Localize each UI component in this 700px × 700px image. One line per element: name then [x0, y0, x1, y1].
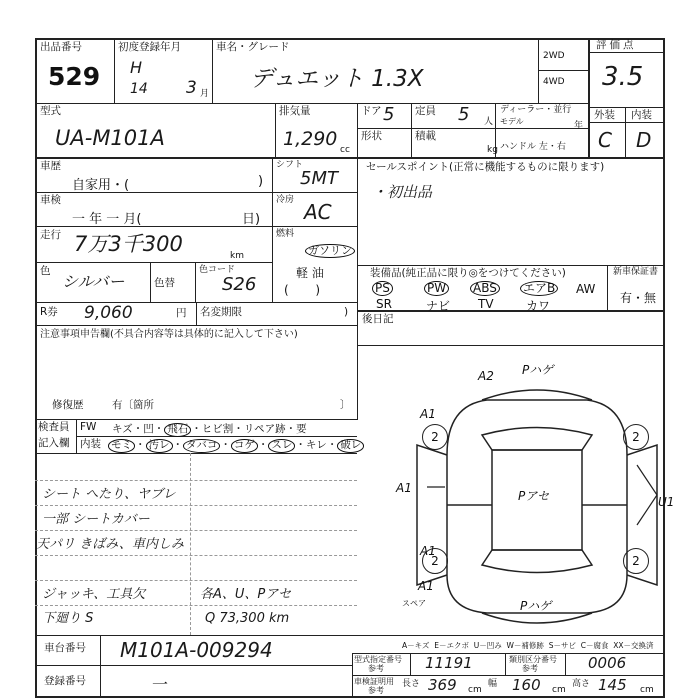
equipment-label: 装備品(純正品に限り◎をつけてください) — [370, 267, 566, 279]
doors-label: ドア — [361, 105, 382, 117]
damage-legend: A－キズ E－エクボ U－凹み W－補修跡 S－サビ C－腐食 XX－交換済 — [402, 641, 654, 650]
mark-2-rr: 2 — [623, 548, 649, 574]
equip-navi: ナビ — [426, 299, 451, 313]
name-change-close: ) — [344, 306, 349, 318]
width-label: 幅 — [488, 679, 498, 689]
comment-1: シート へたり、ヤブレ — [42, 487, 176, 502]
repair-close: 〕 — [340, 399, 351, 411]
equip-pw: PW — [424, 281, 449, 296]
cm-2: cm — [552, 685, 566, 695]
lot-no: 529 — [48, 62, 101, 91]
interior-label: 内装 — [631, 109, 652, 121]
height: 145 — [598, 676, 627, 694]
displacement: 1,290 — [283, 128, 338, 150]
class-sub: 参考 — [522, 664, 538, 673]
first-reg-label: 初度登録年月 — [118, 41, 181, 53]
back-note-label: 後日記 — [362, 313, 394, 325]
km-label: km — [230, 251, 244, 261]
person-unit: 人 — [484, 117, 494, 127]
mark-2-rl: 2 — [422, 548, 448, 574]
interior-grade: D — [636, 128, 652, 152]
equip-tv: TV — [478, 297, 494, 311]
equip-aw: AW — [576, 282, 596, 296]
kg-label: kg — [487, 145, 498, 155]
score: 3.5 — [602, 62, 644, 92]
color: シルバー — [62, 272, 125, 291]
mark-2-fl: 2 — [422, 424, 448, 450]
ac: AC — [304, 200, 332, 224]
defect-row-2: モミ ・ 汚レ ・ タバコ ・ コゲ ・ スレ ・キレ・ 破レ — [108, 437, 364, 453]
spare-label: スペア — [402, 599, 426, 608]
vehicle-cert-sub: 参考 — [368, 686, 384, 695]
cm-1: cm — [468, 685, 482, 695]
yen-label: 円 — [176, 307, 187, 319]
equip-sr: SR — [376, 297, 392, 311]
color-label: 色 — [40, 265, 51, 277]
score-label: 評価点 — [596, 39, 637, 51]
capacity-label: 定員 — [415, 105, 436, 117]
chassis-no: M101A-009294 — [120, 638, 273, 662]
shape-label: 形状 — [361, 130, 382, 142]
exterior-grade: C — [598, 128, 612, 152]
mileage-label: 走行 — [40, 229, 61, 241]
mileage: 7万3千300 — [74, 232, 183, 256]
comment-5: 下廻り S — [42, 611, 94, 626]
cm-3: cm — [640, 685, 654, 695]
shift: 5MT — [300, 168, 338, 189]
era: H — [130, 58, 143, 77]
model-year-unit: 年 — [574, 121, 584, 131]
dealer-label: ディーラー・並行 — [500, 105, 572, 115]
repair-label: 修復歴 — [52, 399, 84, 411]
registration-label: 登録番号 — [44, 675, 86, 687]
type-cert-sub: 参考 — [368, 664, 384, 673]
history-label: 車歴 — [40, 160, 61, 172]
length: 369 — [428, 676, 457, 694]
repair-value: 有〔箇所 — [112, 399, 154, 411]
capacity: 5 — [458, 104, 470, 125]
comment-4: ジャッキ、工具欠 — [42, 587, 146, 602]
class-no: 0006 — [588, 654, 627, 672]
color-change-label: 色替 — [154, 277, 175, 289]
new-car-warranty-label: 新車保証書 — [613, 267, 659, 277]
mark-a1-rear: A1 — [418, 579, 434, 593]
mark-a1-rl: A1 — [420, 544, 436, 558]
model: UA-M101A — [55, 126, 165, 150]
cc-label: cc — [340, 145, 350, 155]
year: 14 — [130, 81, 148, 97]
shaken-label: 車検 — [40, 194, 61, 206]
fw-label: FW — [80, 421, 97, 433]
sales-label: セールスポイント(正常に機能するものに限ります) — [366, 161, 605, 173]
history-close: ) — [258, 174, 264, 189]
2wd-label: 2WD — [543, 51, 565, 61]
equip-note-1: 各A、U、Pアセ — [200, 587, 292, 602]
mark-a2: A2 — [478, 369, 494, 383]
handle-label: ハンドル 左・右 — [500, 142, 566, 152]
equip-ps: PS — [372, 281, 393, 296]
color-code: S26 — [222, 274, 257, 295]
length-label: 長さ — [402, 679, 421, 689]
shift-label: シフト — [276, 160, 304, 170]
equip-airbag: エアB — [520, 281, 558, 296]
exterior-label: 外装 — [594, 109, 615, 121]
sales-point: ・初出品 — [372, 183, 433, 201]
notes-label: 注意事項申告欄(不具合内容等は具体的に記入して下さい) — [40, 329, 298, 340]
name-grade-label: 車名・グレード — [216, 41, 290, 53]
fuel-paren: ( ) — [284, 283, 321, 297]
recycle-label: R券 — [40, 306, 58, 318]
car-name: デュエット 1.3X — [250, 66, 424, 92]
fuel-diesel: 軽 油 — [296, 266, 324, 280]
type-cert-label: 型式指定番号 — [354, 655, 402, 664]
model-label: 型式 — [40, 105, 61, 117]
equip-leather: カワ — [526, 299, 551, 313]
fuel-label: 燃料 — [276, 229, 295, 239]
mark-p-ase: Pアセ — [518, 489, 550, 503]
mark-2-fr: 2 — [623, 424, 649, 450]
equip-abs: ABS — [470, 281, 500, 296]
shaken-value: 一 年 一 月( — [72, 212, 142, 227]
mark-u1: U1 — [658, 495, 675, 509]
defect-row-1: キズ・凹・ 飛石 ・ヒビ割・リペア跡・要 — [112, 423, 307, 435]
mark-a1-fl: A1 — [420, 407, 436, 421]
class-label: 類別区分番号 — [509, 655, 557, 664]
fuel-gas: ガソリン — [305, 244, 355, 258]
load-label: 積載 — [415, 130, 436, 142]
mark-p-hage-front: Pハゲ — [522, 363, 554, 377]
inside-label: 内装 — [80, 438, 101, 450]
mark-p-hage-rear: Pハゲ — [520, 599, 552, 613]
4wd-label: 4WD — [543, 77, 565, 87]
month: 3 — [186, 78, 197, 98]
model-year-label: モデル — [500, 117, 524, 126]
height-label: 高さ — [572, 679, 591, 689]
entry-label: 記入欄 — [38, 437, 70, 449]
month-unit: 月 — [200, 89, 210, 99]
registration-no: 一 — [152, 675, 169, 694]
history-value: 自家用・( — [72, 178, 130, 193]
mark-a1-left: A1 — [396, 481, 412, 495]
comment-2: 一部 シートカバー — [42, 512, 150, 527]
comment-3: 天パリ きばみ、車内しみ — [36, 537, 184, 552]
shaken-day: 日) — [242, 212, 261, 227]
equip-note-2: Q 73,300 km — [205, 611, 290, 626]
chassis-label: 車台番号 — [44, 642, 86, 654]
ac-label: 冷房 — [276, 195, 295, 205]
width: 160 — [512, 676, 541, 694]
recycle-amount: 9,060 — [84, 303, 133, 323]
vehicle-cert-label: 車検証明用 — [354, 677, 394, 686]
displacement-label: 排気量 — [279, 105, 311, 117]
inspector-label: 検査員 — [38, 421, 70, 433]
color-code-label: 色コード — [199, 265, 236, 275]
type-cert-no: 11191 — [425, 654, 473, 672]
name-change-label: 名変期限 — [200, 306, 242, 318]
lot-no-label: 出品番号 — [40, 41, 82, 53]
new-car-warranty-value: 有・無 — [620, 291, 657, 305]
doors: 5 — [383, 104, 395, 125]
